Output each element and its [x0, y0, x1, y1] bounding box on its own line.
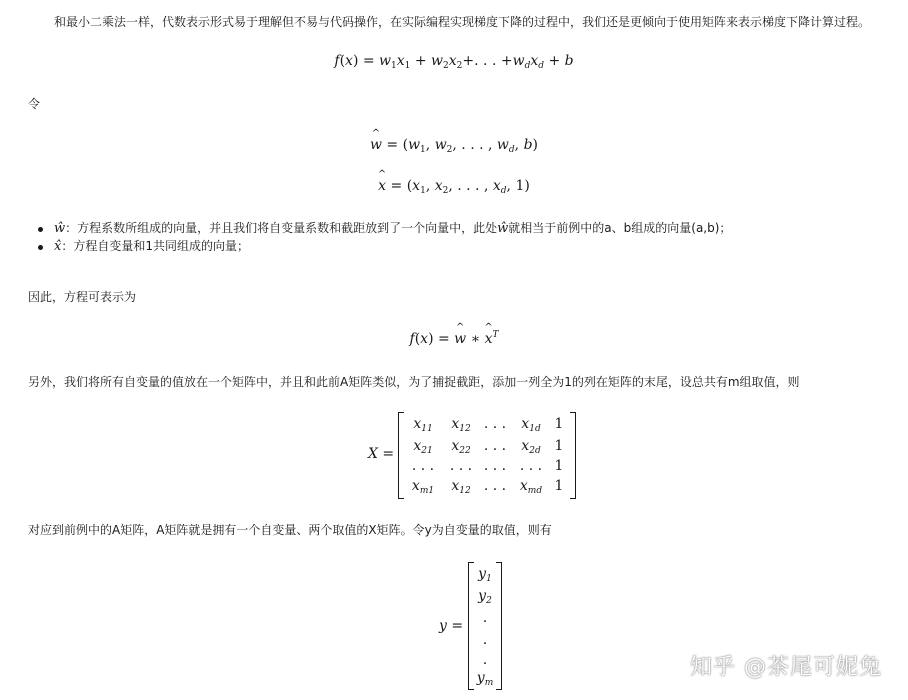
equation-w-hat: ^ $w = (w_1$, $w_2$, . . . , $w_d$, b) [0, 137, 908, 153]
bullet-item-w-hat: ŵ：方程系数所组成的向量，并且我们将自变量系数和截距放到了一个向量中，此处ŵ就相当于前例中的a、b组成的向量(a,b)； [54, 221, 732, 236]
w-hat-symbol: ŵ [497, 221, 509, 236]
matrix-X: X = $x_{11}$ $x_{12}$ . . . $x_{1d}$ 1 $x_{21}$ $x_{22}$ . . . $x_{2d}$ 1 . . . . . . . . . . . . 1 $x_{m1}$ $x_{12}$ . . . $x_{md}$ 1 [368, 412, 588, 500]
bullet-item-x-hat: x̂：方程自变量和1共同组成的向量； [54, 239, 249, 254]
right-bracket [570, 412, 576, 499]
vector-y: y = $y_1$ $y_2$ . . . $y_m$ [438, 562, 508, 692]
zhihu-watermark: 知乎 @茶尾可妮兔 [690, 655, 882, 680]
x-hat-symbol: x̂ [54, 239, 62, 254]
equation-linear-model: $f(x) = w_1x_1 + w_2x_2+$. . . $+w_dx_d + b$ [334, 53, 574, 71]
left-bracket [398, 412, 404, 499]
intro-paragraph: 和最小二乘法一样，代数表示形式易于理解但不易与代码操作，在实际编程实现梯度下降的过程中，我们还是更倾向于使用矩阵来表示梯度下降计算过程。 [54, 15, 871, 29]
therefore-paragraph: 因此，方程可表示为 [28, 290, 137, 304]
equation-x-hat: ^ $x = (x_1$, $x_2$, . . . , $x_d$, 1) [0, 178, 908, 194]
let-label: 令 [28, 97, 41, 111]
correspondence-paragraph: 对应到前例中的A矩阵，A矩阵就是拥有一个自变量、两个取值的X矩阵。令y为自变量的取值，则有 [28, 523, 552, 537]
bullet-dot [38, 227, 43, 232]
additionally-paragraph: 另外，我们将所有自变量的值放在一个矩阵中，并且和此前A矩阵类似，为了捕捉截距，添加一列全为1的列在矩阵的末尾，设总共有m组取值，则 [28, 375, 800, 389]
bullet-dot [38, 245, 43, 250]
vector-y-label: y = [438, 618, 464, 634]
matrix-X-label: X = [368, 446, 395, 462]
equation-matrix-form: f(x) = ^ w ∗ ^ $x^T$ [0, 331, 908, 347]
right-bracket [496, 562, 502, 690]
w-hat-symbol: ŵ [54, 221, 66, 236]
